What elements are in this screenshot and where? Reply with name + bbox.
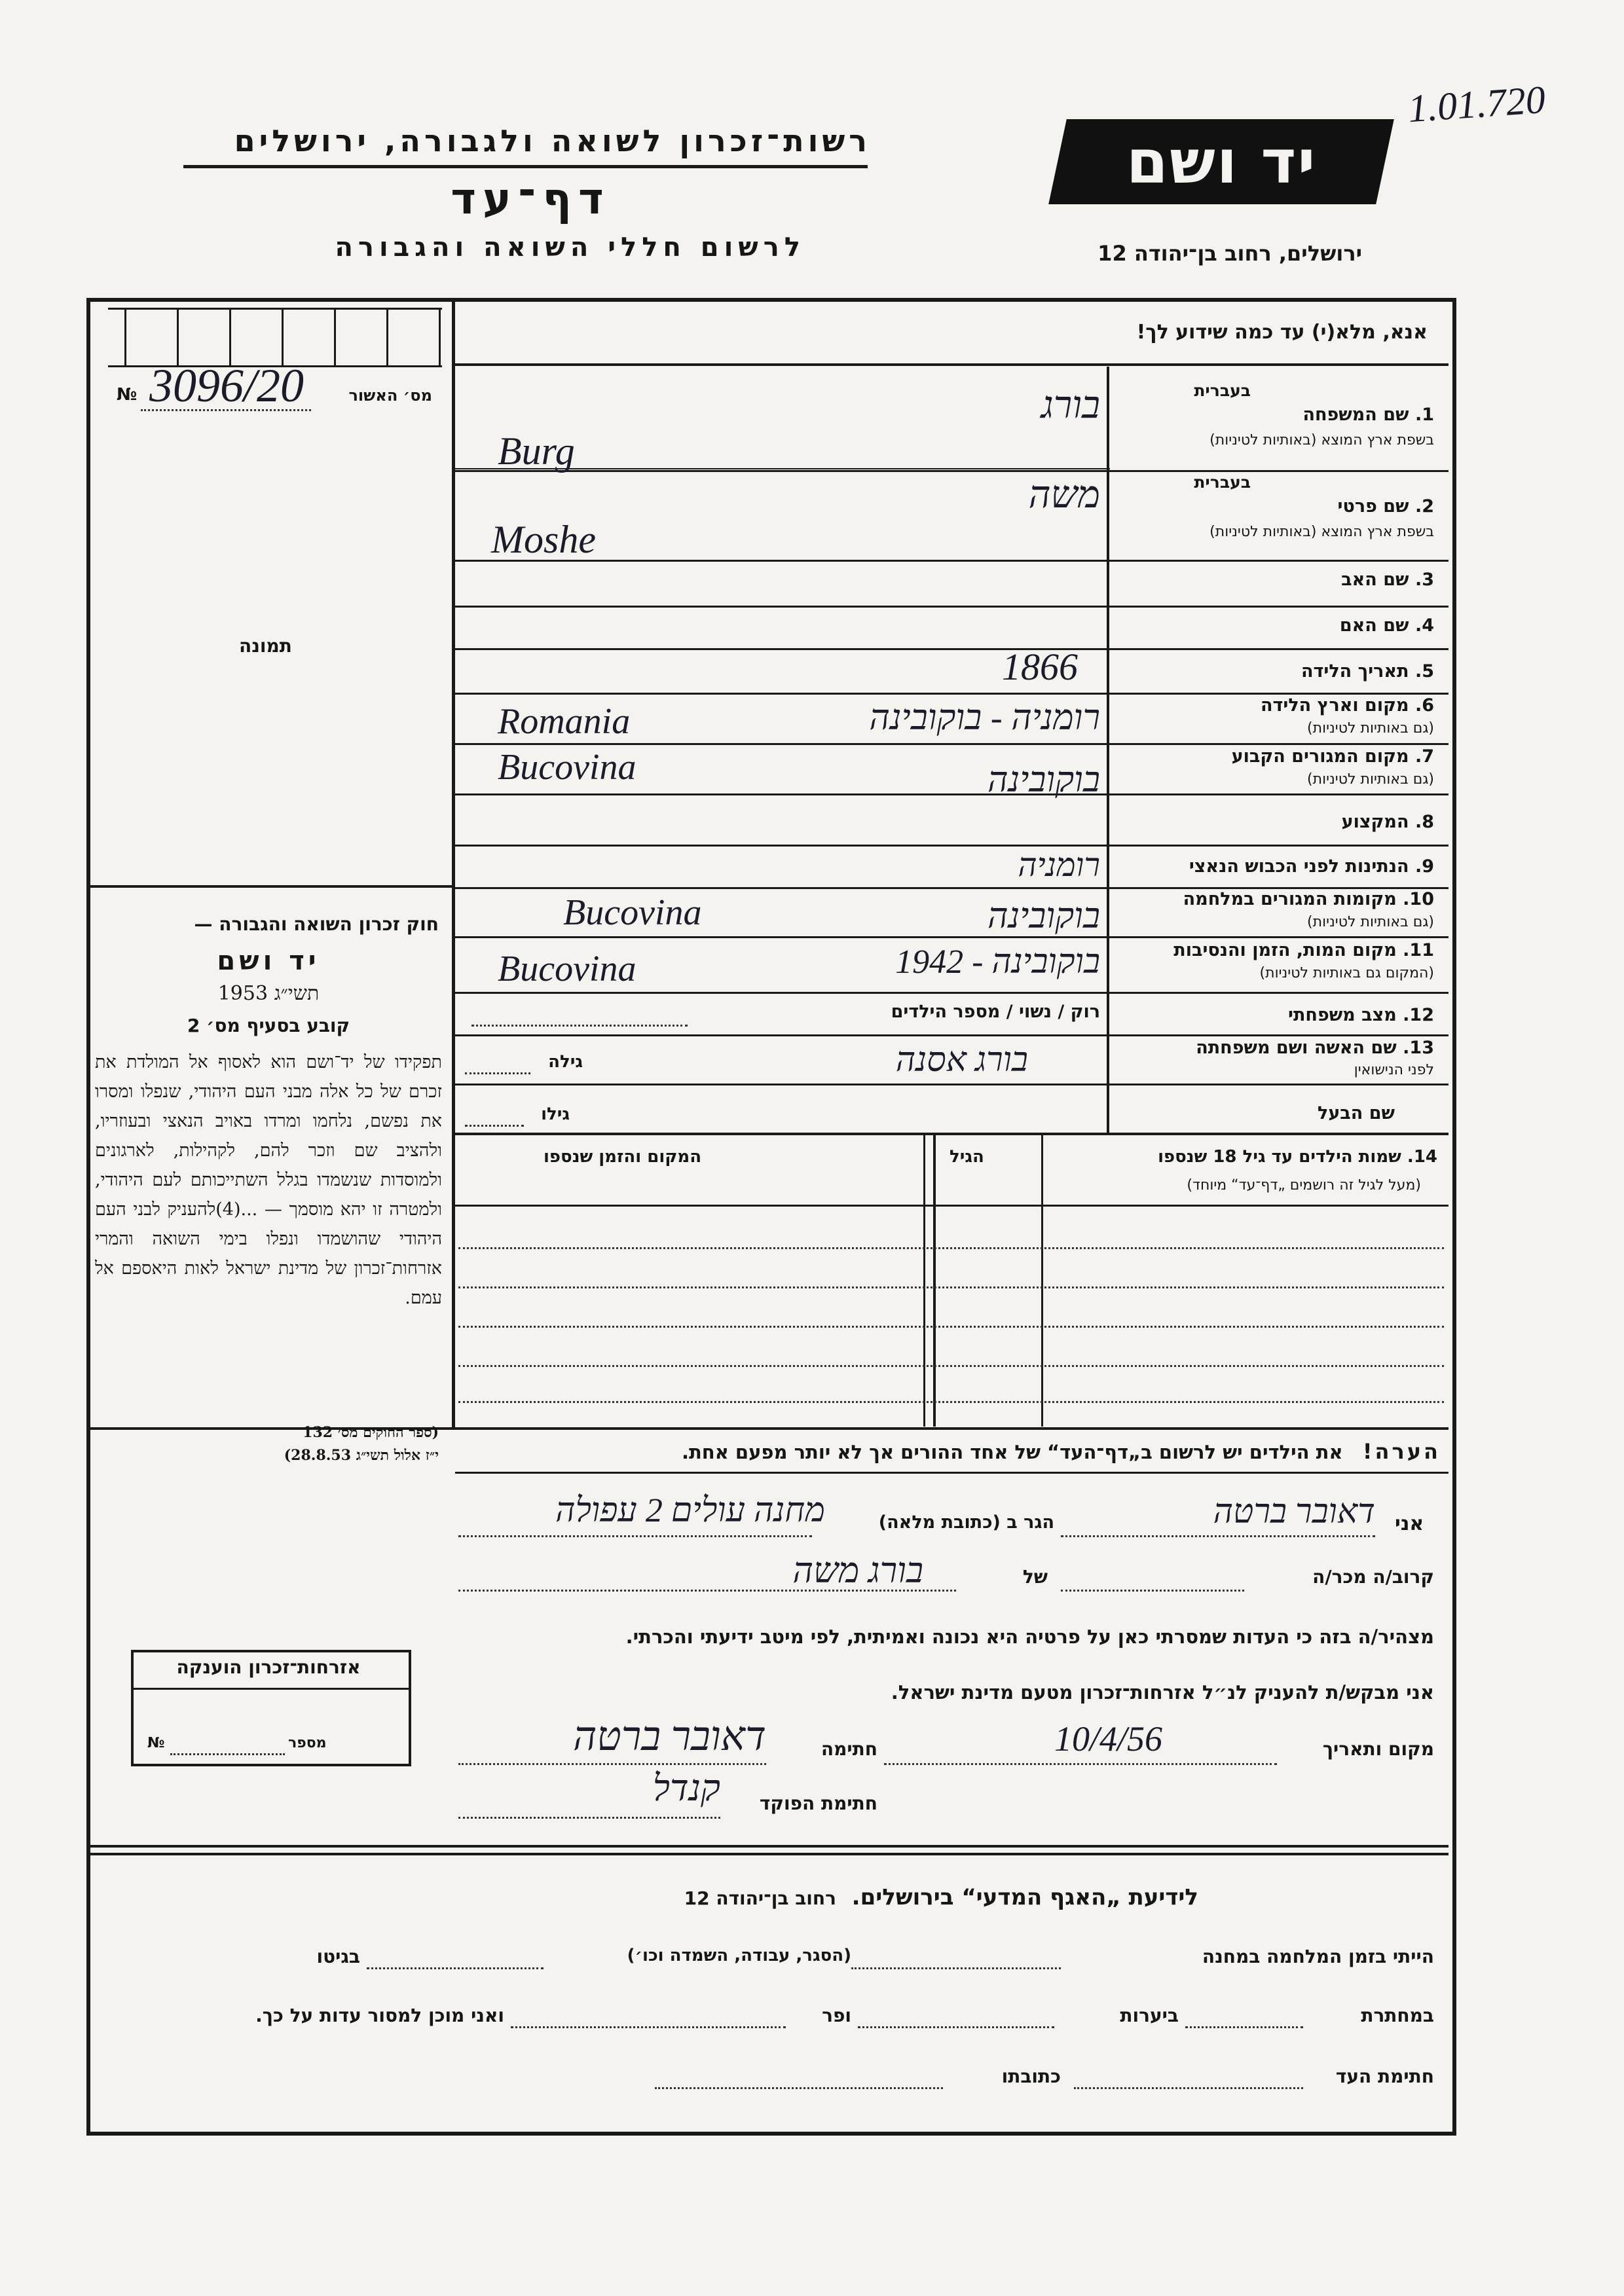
children-col-3 bbox=[923, 1135, 925, 1427]
field-1-value-he: בורג bbox=[1041, 384, 1100, 426]
field-7-value-latin: Bucovina bbox=[498, 747, 637, 788]
decl-place-date-value: 10/4/56 bbox=[1054, 1719, 1163, 1758]
decl-signature-label: חתימה bbox=[821, 1738, 877, 1760]
authority-title: רשות־זכרון לשואה ולגבורה, ירושלים bbox=[234, 123, 871, 158]
law-year: תשי״ג 1953 bbox=[217, 982, 320, 1005]
law-text: תפקידו של יד־ושם הוא לאסוף אל המולדת את זכרם של כל אלה מבני העם היהודי, שנפלו ומסרו את נפשם, נלחמו ומרדו באויב הנאצי ובעוזריו, ולהציב שם וזכר להם, לקהילות, לארגונים ולמוסדות שנשמדו בגלל השתייכותם לעם היהודי, ולמטרה זו יהא מוסמך — ...(4)להעניק לבני העם היהודי שהושמדו ונפלו בימי השואה והמרי אזרחות־זכרון של מדינת ישראל לאות היאספם אל עמם. bbox=[95, 1052, 442, 1308]
children-col-1 bbox=[1041, 1135, 1043, 1427]
footer-title-row bbox=[458, 1884, 1198, 1910]
field-4-label: 4. שם האם bbox=[1339, 615, 1434, 636]
field-3-label: 3. שם האב bbox=[1341, 570, 1434, 590]
footer-rule-2 bbox=[90, 1853, 1449, 1855]
field-9-label: 9. הנתינות לפני הכבוש הנאצי bbox=[1189, 856, 1434, 877]
decl-address-line bbox=[458, 1535, 812, 1537]
decl-signature-line bbox=[458, 1763, 766, 1765]
children-age-col: הגיל bbox=[950, 1147, 984, 1167]
field-2-tag: בעברית bbox=[1194, 473, 1251, 492]
citizenship-box-number-label: מספר bbox=[288, 1735, 327, 1751]
archive-number: 1.01.720 bbox=[1406, 77, 1547, 131]
photo-label: תמונה bbox=[239, 635, 292, 657]
field-1-sub: בשפת ארץ המוצא (באותיות לטיניות) bbox=[1209, 432, 1434, 448]
field-6-label: 6. מקום וארץ הלידה bbox=[1260, 695, 1434, 716]
decl-of-label: של bbox=[1022, 1566, 1048, 1588]
field-1-value-latin: Burg bbox=[498, 429, 575, 473]
footer-line2-d: ואני מוכן למסור עדות על כך. bbox=[255, 2005, 504, 2026]
law-source-1: (ספר החוקים מס׳ 132 bbox=[303, 1424, 439, 1441]
field-8-label: 8. המקצוע bbox=[1341, 812, 1434, 832]
remark bbox=[458, 1439, 1441, 1464]
field-1-tag: בעברית bbox=[1194, 381, 1251, 400]
field-11-label: 11. מקום המות, הזמן והנסיבות bbox=[1173, 940, 1434, 960]
field-7-sub: (גם באותיות לטיניות) bbox=[1307, 771, 1434, 788]
footer-line1-c: בגיטו bbox=[316, 1946, 360, 1967]
yad-vashem-logo bbox=[1048, 119, 1394, 204]
field-11-value-he: בוקובינה - 1942 bbox=[895, 943, 1100, 981]
decl-name-line bbox=[1061, 1535, 1375, 1537]
field-6-value-latin: Romania bbox=[498, 701, 631, 742]
remark-text: את הילדים יש לרשום ב„דף־העד“ של אחד ההורים אך לא יותר מפעם אחת. bbox=[681, 1441, 1343, 1463]
decl-signature-value: דאובר ברטה bbox=[572, 1715, 766, 1759]
footer-line2-b: ביערות bbox=[1120, 2005, 1179, 2026]
logo-text: יד ושם bbox=[1126, 126, 1317, 197]
law-source-2: י״ז אלול תשי״ג 28.8.53) bbox=[284, 1447, 439, 1464]
field-7-value-he: בוקובינה bbox=[987, 760, 1100, 799]
law-title: חוק זכרון השואה והגבורה — bbox=[194, 913, 439, 935]
reg-label: מס׳ האשור bbox=[348, 386, 432, 405]
field-1-label: 1. שם המשפחה bbox=[1302, 405, 1434, 425]
children-place-col: המקום והזמן שנספו bbox=[544, 1147, 702, 1167]
decl-relative-label: קרוב/ה מכר/ה bbox=[1312, 1566, 1434, 1588]
husband-age-label: גילו bbox=[541, 1104, 570, 1124]
children-title: 14. שמות הילדים עד גיל 18 שנספו bbox=[1158, 1147, 1437, 1167]
footer-line1-b: (הסגר, עבודה, השמדה וכו׳) bbox=[627, 1946, 851, 1965]
decl-lives-label: הגר ב (כתובת מלאה) bbox=[878, 1512, 1054, 1533]
field-13-age-line bbox=[465, 1072, 530, 1074]
photo-box-bottom bbox=[90, 885, 452, 888]
husband-age-line bbox=[465, 1125, 524, 1127]
decl-relative-line bbox=[1061, 1590, 1244, 1592]
field-11-value-latin: Bucovina bbox=[498, 949, 637, 989]
citizenship-box-no: № bbox=[147, 1735, 165, 1751]
reg-number-line bbox=[141, 409, 311, 411]
reg-no-prefix: № bbox=[117, 385, 138, 405]
decl-address-value: מחנה עולים 2 עפולה bbox=[555, 1492, 825, 1529]
citizenship-box-title: אזרחות־זכרון הוענקה bbox=[176, 1656, 361, 1678]
instruction-rule bbox=[455, 363, 1449, 366]
field-13-value: בורג אסנה bbox=[895, 1042, 1028, 1079]
field-10-label: 10. מקומות המגורים במלחמה bbox=[1183, 889, 1434, 909]
decl-official-line bbox=[458, 1817, 720, 1819]
form-subtitle: לרשום חללי השואה והגבורה bbox=[335, 232, 805, 263]
field-13-age-label: גילה bbox=[548, 1052, 583, 1072]
field-12-label: 12. מצב משפחתי bbox=[1288, 1005, 1434, 1025]
form-title: דף־עד bbox=[451, 173, 610, 224]
field-12-options: רוק / נשוי / מספר הילדים bbox=[891, 1002, 1100, 1022]
field-5-value: 1866 bbox=[1002, 646, 1078, 688]
field-13-label: 13. שם האשה ושם משפחתה bbox=[1196, 1038, 1434, 1058]
footer-title: לידיעת „האגף המדעי“ בירושלים. bbox=[851, 1884, 1198, 1910]
label-column-divider bbox=[1107, 367, 1109, 1133]
children-col-2 bbox=[933, 1135, 936, 1427]
field-6-sub: (גם באותיות לטיניות) bbox=[1307, 720, 1434, 737]
instruction: אנא, מלא(י) עד כמה שידוע לך! bbox=[1136, 321, 1428, 344]
decl-statement: מצהיר/ה בזה כי העדות שמסרתי כאן על פרטיה היא נכונה ואמיתית, לפי מיטב ידיעתי והכרתי. bbox=[625, 1626, 1434, 1648]
decl-official-label: חתימת הפוקד bbox=[759, 1793, 877, 1814]
footer-line1-a: הייתי בזמן המלחמה במחנה bbox=[1202, 1946, 1434, 1967]
children-note: (מעל לגיל זה רושמים „דף־עד“ מיוחד) bbox=[1187, 1177, 1421, 1194]
field-5-label: 5. תאריך הלידה bbox=[1301, 661, 1434, 682]
law-clause: קובע בסעיף מס׳ 2 bbox=[187, 1015, 350, 1036]
decl-official-value: קנדל bbox=[652, 1768, 720, 1809]
decl-request: אני מבקש/ת להעניק לנ״ל אזרחות־זכרון מטעם מדינת ישראל. bbox=[891, 1681, 1434, 1704]
field-7-label: 7. מקום המגורים הקבוע bbox=[1231, 746, 1434, 767]
footer-address: רחוב בן־יהודה 12 bbox=[684, 1887, 836, 1909]
address: ירושלים, רחוב בן־יהודה 12 bbox=[1098, 241, 1362, 266]
decl-place-date-label: מקום ותאריך bbox=[1322, 1738, 1434, 1760]
footer-line3-b: כתובתו bbox=[1001, 2066, 1061, 2087]
decl-name-value: דאובר ברטה bbox=[1213, 1493, 1375, 1531]
decl-relative-value: בורג משה bbox=[792, 1551, 923, 1590]
field-2-value-he: משה bbox=[1028, 473, 1100, 516]
footer-line2-a: במחתרת bbox=[1361, 2005, 1434, 2026]
husband-label: שם הבעל bbox=[1317, 1103, 1395, 1123]
footer-line2-c: ופר bbox=[822, 2005, 851, 2026]
footer-rule-1 bbox=[90, 1845, 1449, 1848]
field-2-label: 2. שם פרטי bbox=[1337, 496, 1434, 517]
field-9-value: רומניה bbox=[1018, 847, 1100, 883]
field-13-sub: לפני הנישואין bbox=[1354, 1062, 1434, 1078]
authority-underline bbox=[183, 165, 868, 168]
field-10-value-latin: Bucovina bbox=[563, 892, 702, 933]
decl-ani: אני bbox=[1395, 1512, 1424, 1535]
field-12-line bbox=[471, 1025, 688, 1027]
field-6-value-he: רומניה - בוקובינה bbox=[869, 698, 1100, 737]
reg-number: 3096/20 bbox=[149, 359, 304, 412]
field-2-value-latin: Moshe bbox=[491, 518, 596, 561]
field-10-value-he: בוקובינה bbox=[987, 896, 1100, 936]
remark-label: הערה! bbox=[1362, 1439, 1441, 1464]
field-2-sub: בשפת ארץ המוצא (באותיות לטיניות) bbox=[1209, 524, 1434, 540]
footer-line3-a: חתימת העד bbox=[1335, 2066, 1434, 2087]
law-name: יד ושם bbox=[217, 946, 320, 976]
decl-place-date-line bbox=[884, 1763, 1277, 1765]
field-10-sub: (גם באותיות לטיניות) bbox=[1307, 914, 1434, 930]
field-11-sub: (המקום גם באותיות לטיניות) bbox=[1259, 965, 1434, 981]
